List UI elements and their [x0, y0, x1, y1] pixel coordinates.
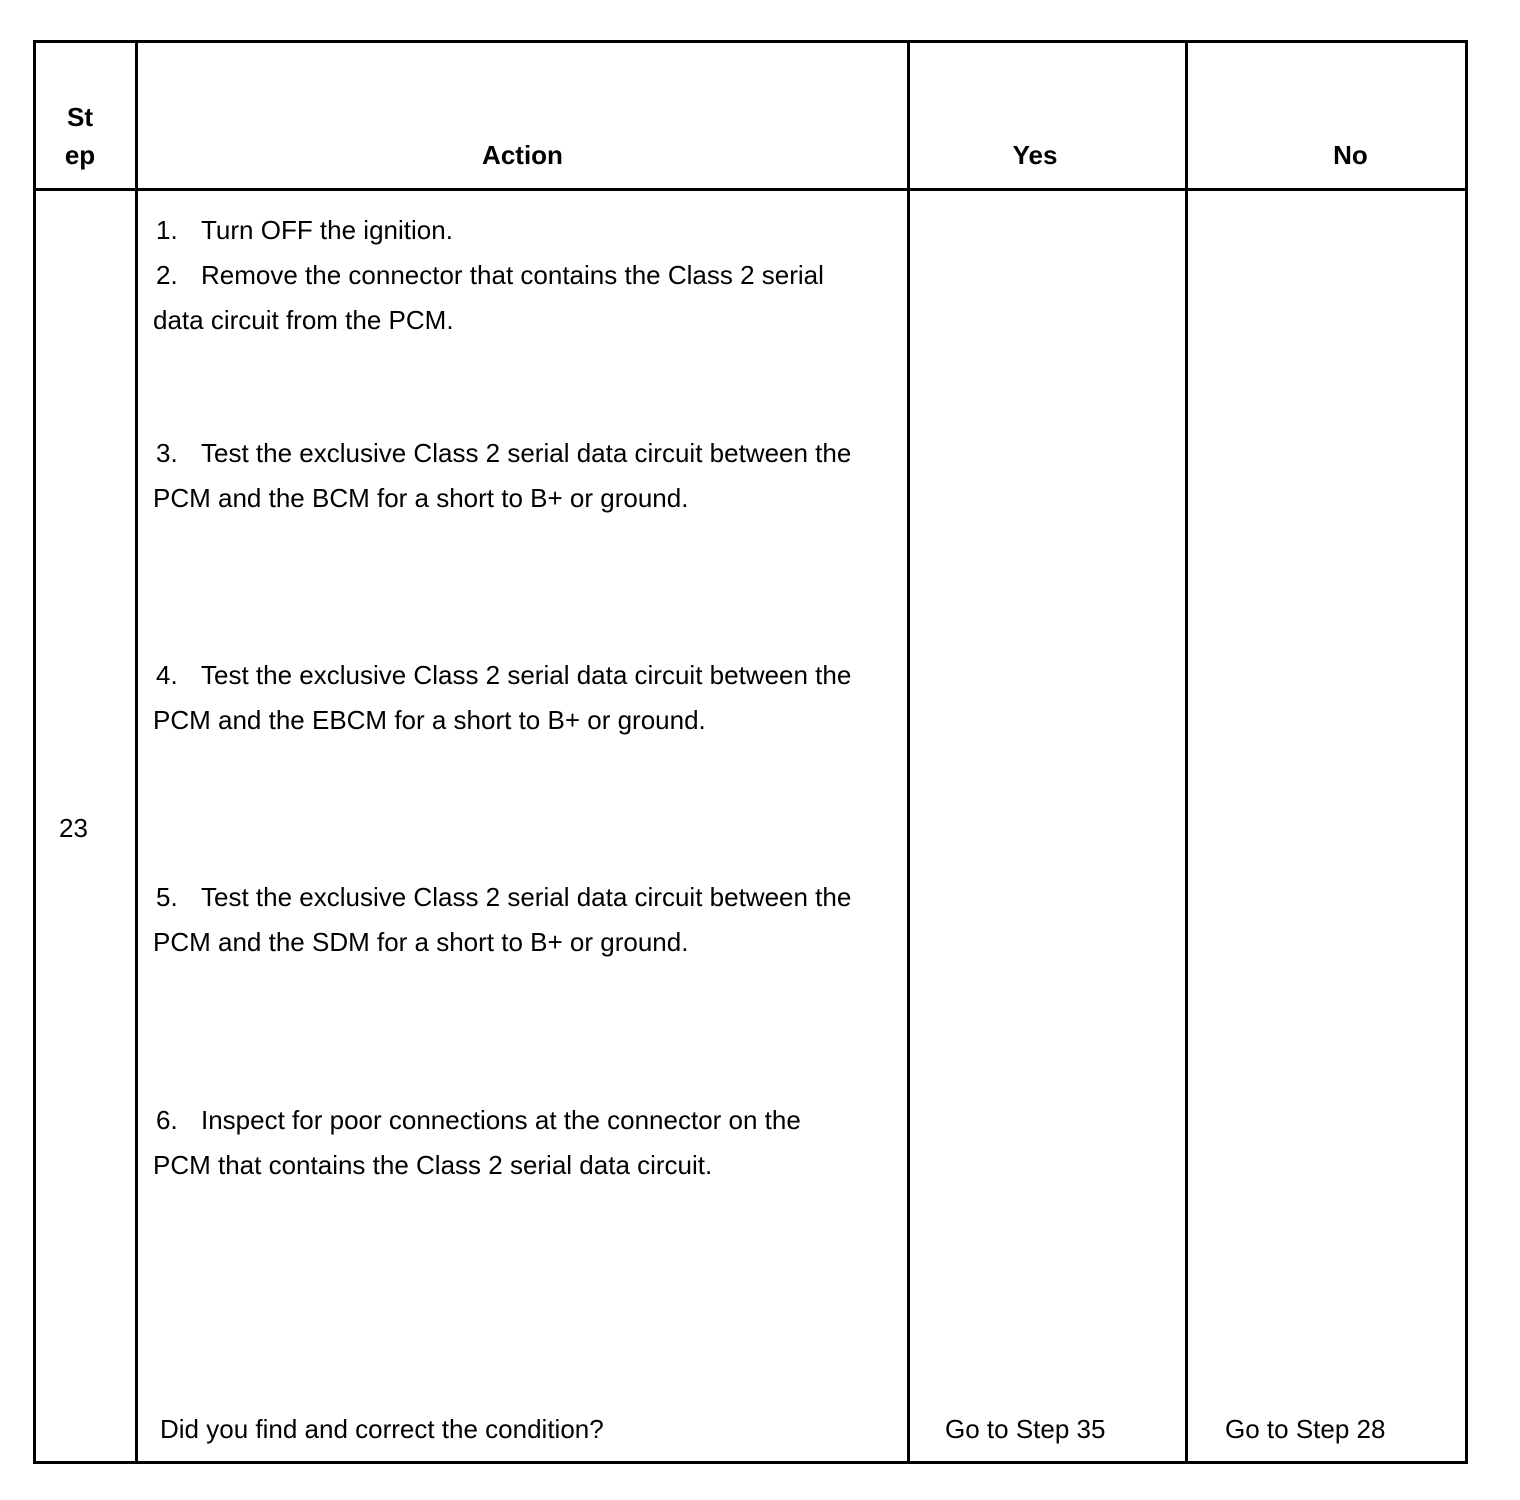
action-item-number: 3.	[156, 438, 178, 468]
action-item-number: 4.	[156, 660, 178, 690]
header-action: Action	[482, 140, 563, 170]
column-divider-yes	[1185, 43, 1188, 1461]
action-item-4	[153, 653, 853, 743]
action-item-3	[153, 431, 853, 521]
action-item-text: Test the exclusive Class 2 serial data circuit between the PCM and the BCM for a short to B+ or ground.	[153, 438, 852, 513]
action-item-5	[153, 875, 853, 965]
diagnostic-table	[33, 40, 1468, 1464]
action-item-number: 2.	[156, 260, 178, 290]
column-divider-step	[135, 43, 138, 1461]
action-item-number: 6.	[156, 1105, 178, 1135]
step-number: 23	[59, 813, 88, 843]
action-item-2	[153, 253, 853, 343]
action-item-text: Test the exclusive Class 2 serial data circuit between the PCM and the EBCM for a short to B+ or ground.	[153, 660, 852, 735]
yes-outcome: Go to Step 35	[945, 1414, 1106, 1444]
action-question: Did you find and correct the condition?	[160, 1414, 604, 1444]
header-divider	[36, 188, 1465, 191]
header-yes: Yes	[1012, 140, 1058, 170]
action-item-number: 1.	[156, 215, 178, 245]
action-item-text: Turn OFF the ignition.	[201, 215, 453, 245]
header-step: St ep	[64, 102, 96, 170]
action-item-number: 5.	[156, 882, 178, 912]
action-item-text: Test the exclusive Class 2 serial data circuit between the PCM and the SDM for a short to B+ or ground.	[153, 882, 852, 957]
no-outcome: Go to Step 28	[1225, 1414, 1386, 1444]
column-divider-action	[907, 43, 910, 1461]
action-item-text: Inspect for poor connections at the connector on the PCM that contains the Class 2 serial data circuit.	[153, 1105, 801, 1180]
action-item-text: Remove the connector that contains the Class 2 serial data circuit from the PCM.	[153, 260, 824, 335]
action-item-6	[153, 1098, 853, 1188]
action-item-1	[153, 208, 853, 253]
header-no: No	[1333, 140, 1368, 170]
